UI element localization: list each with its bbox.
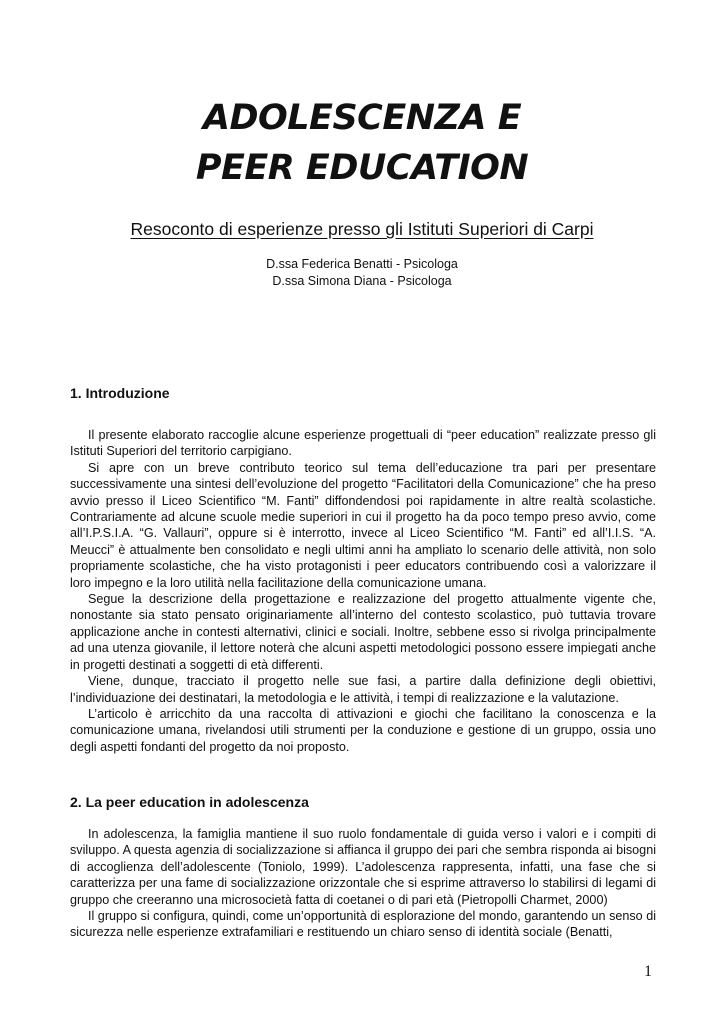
paragraph: Il gruppo si configura, quindi, come un’opportunità di esplorazione del mondo, garantendo un senso di sicurezza nelle esperienze extrafamiliari e restituendo un chiaro senso di identità sociale (Benatti,: [70, 909, 656, 940]
author-2: D.ssa Simona Diana - Psicologa: [272, 274, 452, 288]
paragraph: L’articolo è arricchito da una raccolta di attivazioni e giochi che facilitano la conoscenza e la comunicazione umana, rivelandosi utili strumenti per la conduzione e gestione di un gruppo, ossia uno degli aspetti fondanti del progetto da noi proposto.: [70, 706, 656, 754]
title-line-2: PEER EDUCATION: [195, 148, 529, 188]
paragraph: In adolescenza, la famiglia mantiene il suo ruolo fondamentale di guida verso i valori e i compiti di sviluppo. A questa agenzia di socializzazione si affianca il gruppo dei pari che sembra risponda ai bisogni di accoglienza dell’adolescente (Toniolo, 1999). L’adolescenza rappresenta, infatti, una fase che si caratterizza per una fame di socializzazione orizzontale che si esprime attraverso lo stabilirsi di legami di gruppo che creeranno una microsocietà fatta di coetanei o di pari età (Pietropolli Charmet, 2000): [70, 827, 656, 907]
page-number: 1: [644, 963, 652, 980]
section-heading-introduzione: 1. Introduzione: [70, 385, 170, 401]
section-heading-peer-education: 2. La peer education in adolescenza: [70, 794, 309, 810]
paragraph: Il presente elaborato raccoglie alcune esperienze progettuali di “peer education” realizzate presso gli Istituti Superiori del territorio carpigiano.: [70, 428, 656, 459]
title-line-1: ADOLESCENZA E: [202, 98, 522, 138]
paragraph: Viene, dunque, tracciato il progetto nelle sue fasi, a partire dalla definizione degli obiettivi, l’individuazione dei destinatari, la metodologia e le attività, i tempi di realizzazione e la valutazione.: [70, 674, 656, 705]
subtitle: Resoconto di esperienze presso gli Istituti Superiori di Carpi: [130, 219, 594, 239]
paragraph: Segue la descrizione della progettazione e realizzazione del progetto attualmente vigente che, nonostante sia stato pensato originariamente all’interno del contesto scolastico, può tuttavia trovare applicazione anche in contesti alternativi, clinici e sociali. Inoltre, sebbene esso si rivolga principalmente ad una utenza giovanile, il lettore noterà che alcuni aspetti metodologici possono essere impiegati anche in progetti destinati a soggetti di età differenti.: [70, 592, 656, 672]
paragraph: Si apre con un breve contributo teorico sul tema dell’educazione tra pari per presentare successivamente una sintesi dell’evoluzione del progetto “Facilitatori della Comunicazione” che ha preso avvio presso il Liceo Scientifico “M. Fanti” diffondendosi poi rapidamente in altre realtà scolastiche. Contrariamente ad alcune scuole medie superiori in cui il progetto ha da poco tempo preso avvio, come all’I.P.S.I.A. “G. Vallauri”, oppure si è interrotto, invece al Liceo Scientifico “M. Fanti” ed all’I.I.S. “A. Meucci” è attualmente ben consolidato e negli ultimi anni ha ampliato lo scenario delle attività, non solo propriamente scolastiche, che ha visto protagonisti i peer educators contribuendo così a valorizzare il loro impegno e la loro utilità nella facilitazione della comunicazione umana.: [70, 460, 656, 590]
section-body-introduzione: [70, 427, 656, 755]
author-1: D.ssa Federica Benatti - Psicologa: [266, 257, 458, 271]
section-body-peer-education: [70, 826, 656, 941]
